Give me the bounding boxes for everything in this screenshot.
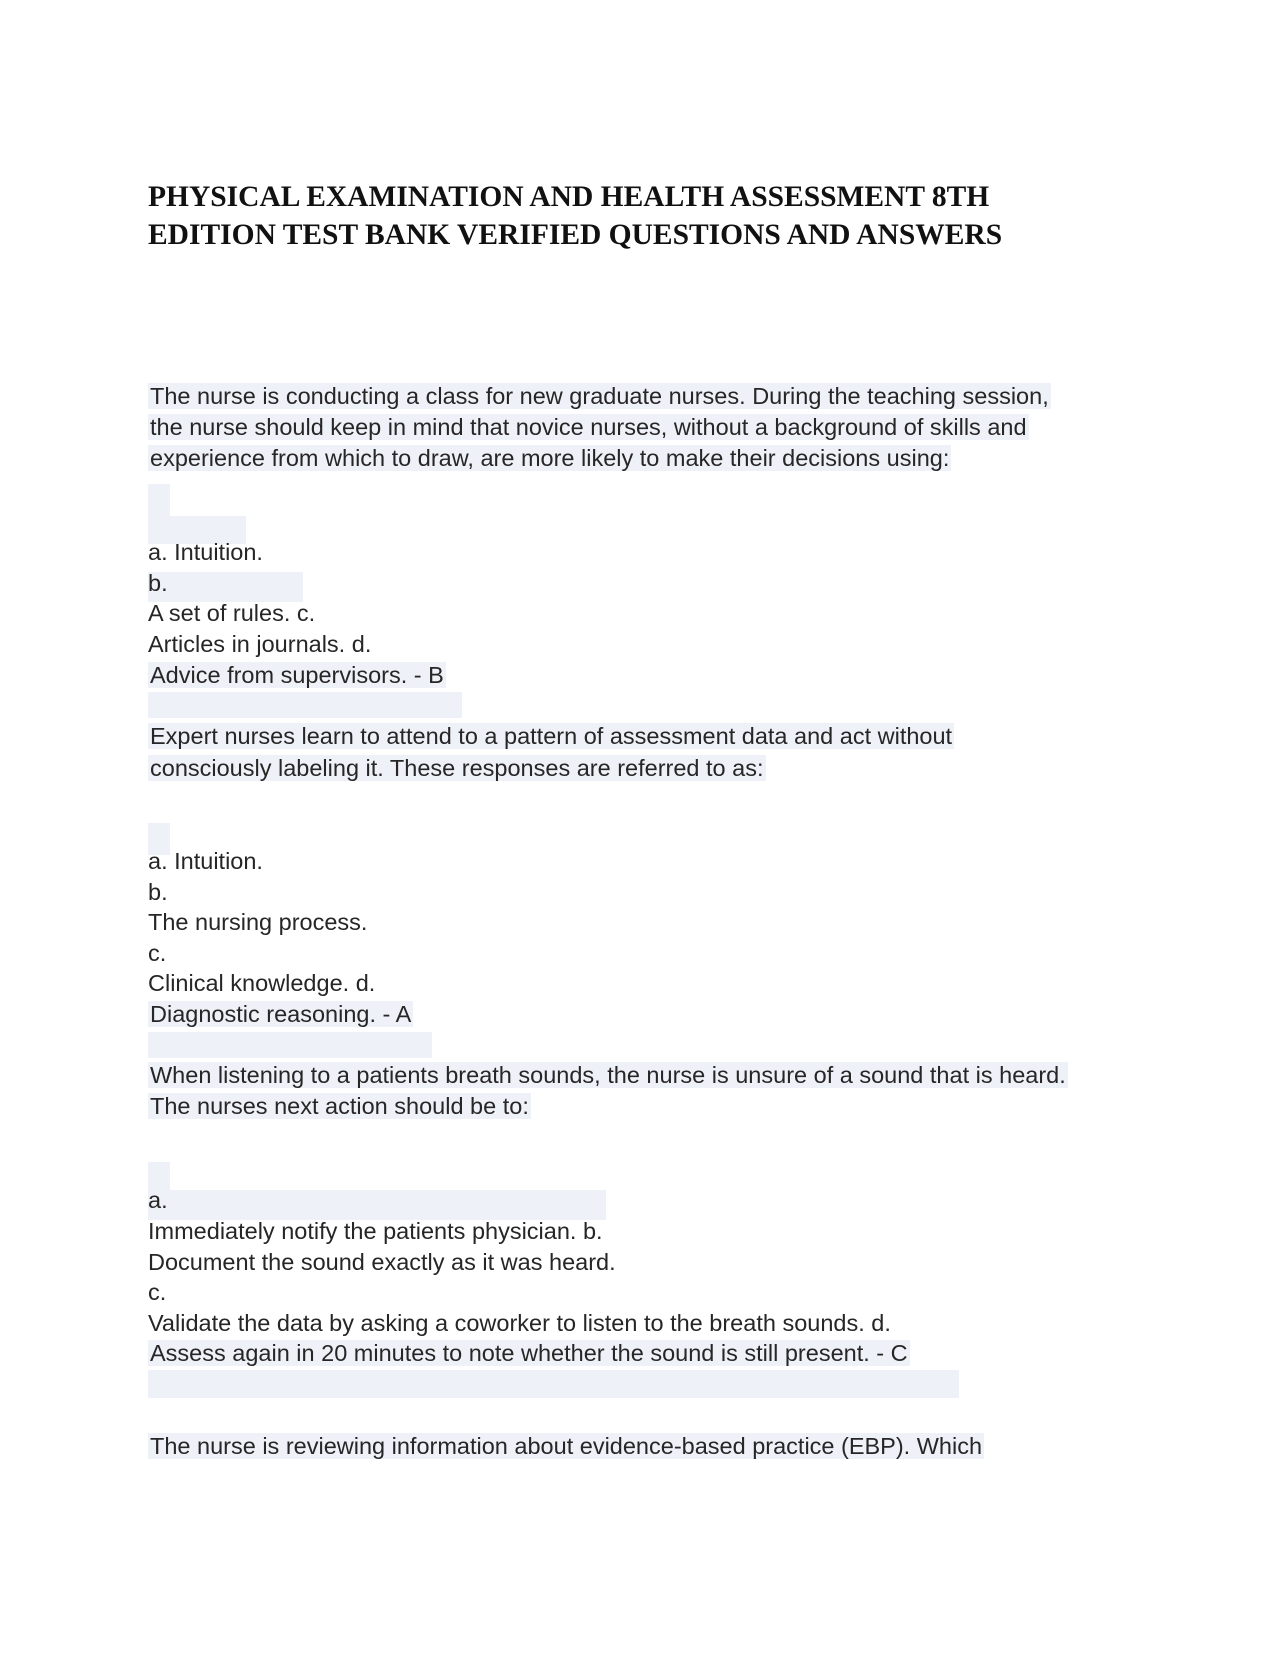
answer-option: Assess again in 20 minutes to note whether the sound is still present. - C [150,1340,908,1366]
question-stem-line: When listening to a patients breath sounds, the nurse is unsure of a sound that is heard. [150,1062,1066,1088]
question-stem-line: The nurses next action should be to: [150,1093,529,1119]
highlight-block [148,1370,959,1398]
question-stem-line: consciously labeling it. These responses are referred to as: [150,755,764,781]
highlight-block [148,1032,432,1058]
answer-option: Advice from supervisors. - B [150,662,444,688]
answer-option: Articles in journals. d. [148,631,372,657]
question-stem-line: The nurse is conducting a class for new graduate nurses. During the teaching session, [150,383,1049,409]
answer-option: A set of rules. c. [148,600,316,626]
title-line: EDITION TEST BANK VERIFIED QUESTIONS AND ANSWERS [148,219,1003,251]
answer-option: c. [148,1279,167,1305]
answer-option: a. Intuition. [148,848,263,874]
answer-option: Document the sound exactly as it was heard. [148,1249,616,1275]
answer-option: Diagnostic reasoning. - A [150,1001,412,1027]
title-line: PHYSICAL EXAMINATION AND HEALTH ASSESSMENT 8TH [148,181,990,213]
question-stem-line: experience from which to draw, are more likely to make their decisions using: [150,445,950,471]
document-title [148,178,1148,254]
question-stem-line: the nurse should keep in mind that novice nurses, without a background of skills and [150,414,1027,440]
answer-option: Validate the data by asking a coworker to listen to the breath sounds. d. [148,1310,891,1336]
answer-option: b. [148,570,168,596]
answer-option: Immediately notify the patients physician. b. [148,1218,603,1244]
highlight-block [148,692,462,718]
answer-option: b. [148,879,168,905]
answer-option: The nursing process. [148,909,368,935]
answer-option: a. Intuition. [148,539,263,565]
question-stem-line: The nurse is reviewing information about evidence-based practice (EBP). Which [150,1433,983,1459]
answer-option: Clinical knowledge. d. [148,970,376,996]
answer-option: c. [148,940,167,966]
answer-option: a. [148,1187,168,1213]
question-stem-line: Expert nurses learn to attend to a pattern of assessment data and act without [150,723,953,749]
highlight-block [148,484,170,516]
